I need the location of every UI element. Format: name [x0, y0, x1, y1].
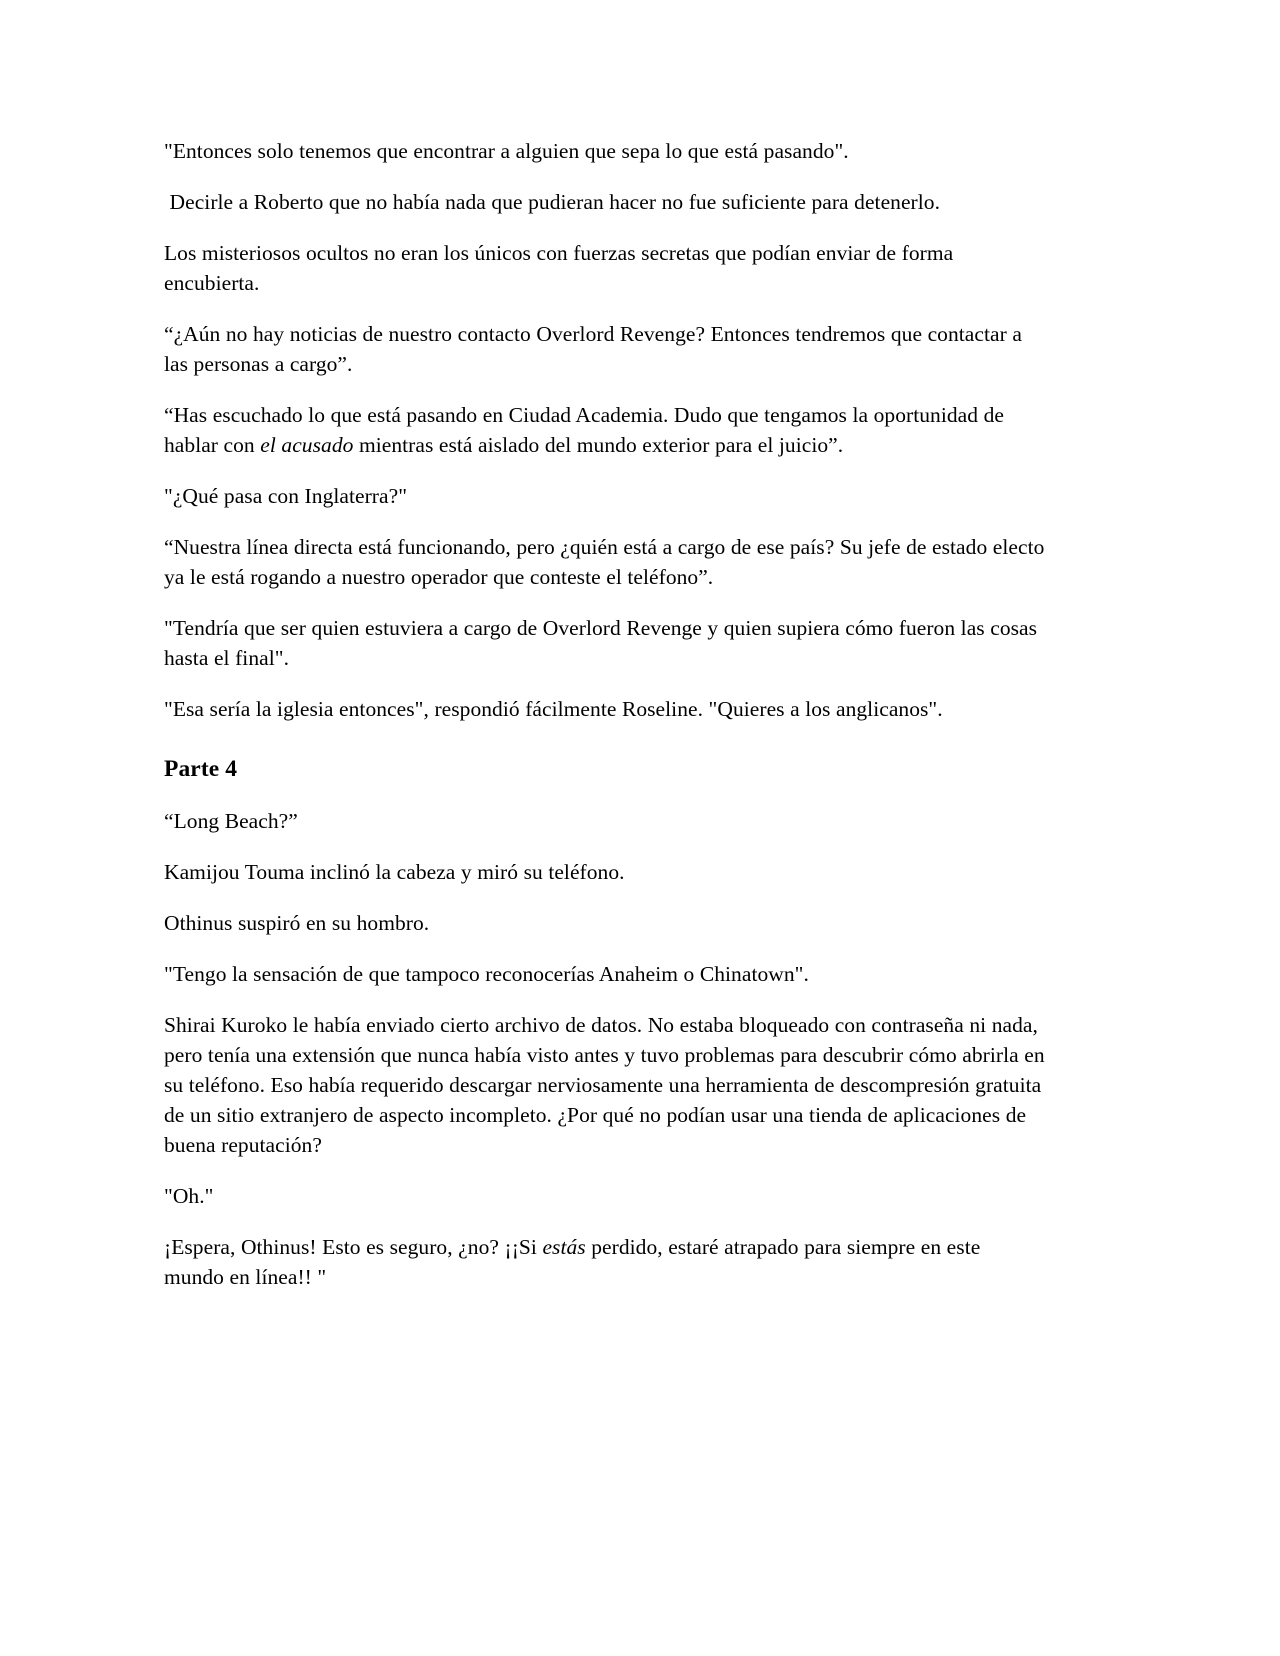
paragraph-has-escuchado: [164, 400, 1045, 460]
paragraph-entonces-solo: "Entonces solo tenemos que encontrar a alguien que sepa lo que está pasando".: [164, 139, 849, 163]
paragraph-espera-othinus-run-2: perdido, estaré atrapado para siempre en este mundo en línea!! ": [164, 1235, 986, 1289]
paragraph-nuestra-linea-directa: “Nuestra línea directa está funcionando, pero ¿quién está a cargo de ese país? Su jefe de estado electo ya le está rogando a nuestro operador que conteste el teléfono”.: [164, 535, 1050, 589]
paragraph-espera-othinus-run-0: ¡Espera, Othinus! Esto es seguro, ¿no? ¡¡Si: [164, 1235, 543, 1259]
paragraph-othinus-suspiro: Othinus suspiró en su hombro.: [164, 911, 430, 935]
paragraph-misteriosos-ocultos: Los misteriosos ocultos no eran los únicos con fuerzas secretas que podían enviar de forma encubierta.: [164, 241, 959, 295]
paragraph-tendria-que-ser: "Tendría que ser quien estuviera a cargo de Overlord Revenge y quien supiera cómo fueron las cosas hasta el final".: [164, 616, 1043, 670]
paragraph-kamijou-touma: Kamijou Touma inclinó la cabeza y miró su teléfono.: [164, 860, 625, 884]
paragraph-has-escuchado-run-0: “Has escuchado lo que está pasando en Ciudad Academia. Dudo que tengamos la oportunidad de hablar con: [164, 403, 1010, 457]
paragraph-decirle-roberto: Decirle a Roberto que no había nada que pudieran hacer no fue suficiente para detenerlo.: [164, 190, 941, 214]
paragraph-has-escuchado-run-2: mientras está aislado del mundo exterior para el juicio”.: [353, 433, 844, 457]
document-body: [164, 136, 1051, 1292]
paragraph-que-pasa-inglaterra: "¿Qué pasa con Inglaterra?": [164, 484, 408, 508]
paragraph-espera-othinus: [164, 1232, 1045, 1292]
paragraph-aun-no-hay-noticias: “¿Aún no hay noticias de nuestro contacto Overlord Revenge? Entonces tendremos que contactar a las personas a cargo”.: [164, 322, 1028, 376]
paragraph-espera-othinus-run-1: estás: [542, 1235, 586, 1259]
paragraph-tengo-la-sensacion: "Tengo la sensación de que tampoco reconocerías Anaheim o Chinatown".: [164, 962, 809, 986]
paragraph-shirai-kuroko: Shirai Kuroko le había enviado cierto archivo de datos. No estaba bloqueado con contraseña ni nada, pero tenía una extensión que nunca había visto antes y tuvo problemas para descubrir cómo abrirla en su teléfono. Eso había requerido descargar nerviosamente una herramienta de descompresión gratuita de un sitio extranjero de aspecto incompleto. ¿Por qué no podían usar una tienda de aplicaciones de buena reputación?: [164, 1013, 1051, 1157]
paragraph-oh: "Oh.": [164, 1184, 214, 1208]
paragraph-esa-seria-la-iglesia: "Esa sería la iglesia entonces", respondió fácilmente Roseline. "Quieres a los anglicanos".: [164, 697, 943, 721]
paragraph-long-beach: “Long Beach?”: [164, 809, 298, 833]
heading-parte-4: Parte 4: [164, 756, 238, 782]
paragraph-has-escuchado-run-1: el acusado: [260, 433, 354, 457]
